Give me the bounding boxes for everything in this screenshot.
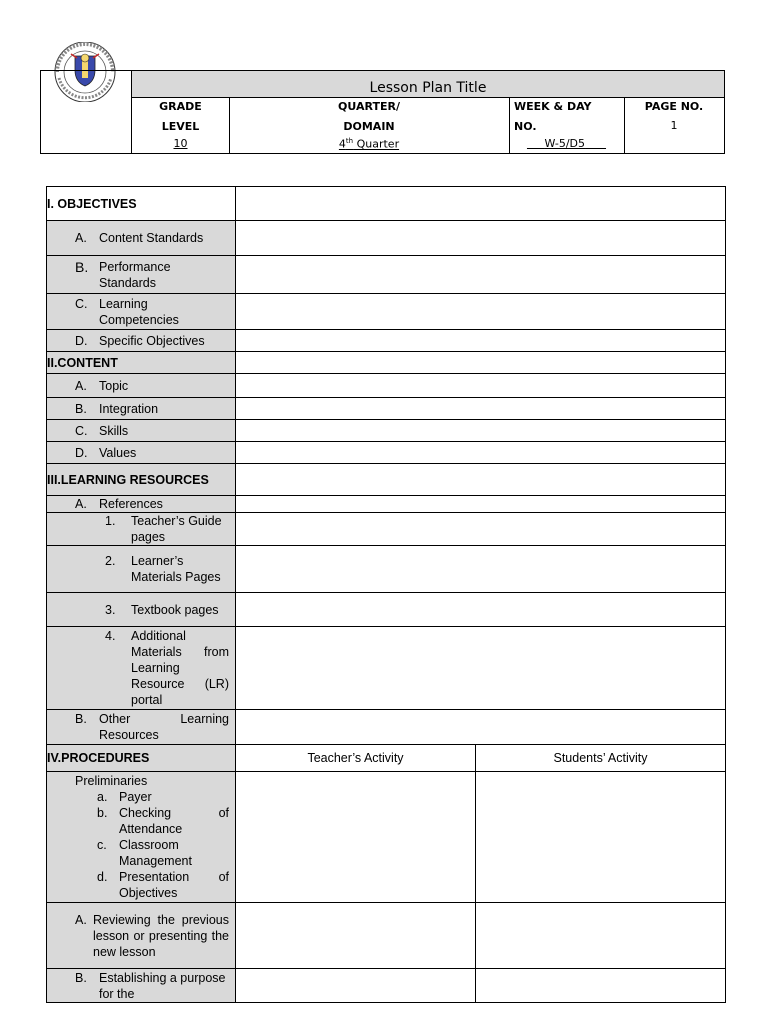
performance-standards-cell[interactable]	[236, 256, 726, 294]
marker: B.	[75, 712, 87, 726]
learning-competencies-row	[47, 294, 726, 330]
establishing-purpose-label: B. Establishing a purpose for the	[47, 969, 236, 1003]
quarter-value	[229, 137, 509, 151]
marker: D.	[75, 445, 88, 460]
lesson-plan-table	[46, 186, 726, 1003]
grade-label-line2: LEVEL	[161, 120, 200, 133]
quarter-label-line1: QUARTER/	[338, 100, 400, 113]
week-label-line1: WEEK & DAY	[514, 100, 592, 113]
quarter-label-line2: DOMAIN	[343, 120, 395, 133]
logo-cell	[41, 71, 132, 153]
skills-row	[47, 420, 726, 442]
preliminaries-row	[47, 772, 726, 903]
reviewing-row	[47, 903, 726, 969]
grade-level-cell	[132, 98, 230, 153]
teacher-activity-header: Teacher’s Activity	[236, 745, 476, 772]
marker: C.	[75, 296, 88, 311]
integration-row	[47, 398, 726, 420]
marker: 1.	[105, 514, 116, 528]
learning-resources-row	[47, 464, 726, 496]
preliminaries-teacher-cell[interactable]	[236, 772, 476, 903]
establishing-purpose-students-cell[interactable]	[476, 969, 726, 1003]
topic-row	[47, 374, 726, 398]
marker: A.	[75, 231, 87, 245]
values-cell[interactable]	[236, 442, 726, 464]
quarter-suffix: th	[345, 137, 354, 145]
references-label: A. References	[47, 496, 236, 513]
week-label-line2: NO.	[514, 120, 537, 133]
values-row	[47, 442, 726, 464]
quarter-domain-cell	[229, 98, 510, 153]
marker: 4.	[105, 629, 116, 643]
marker: A.	[75, 378, 87, 393]
lesson-plan-header	[40, 70, 725, 154]
content-standards-cell[interactable]	[236, 221, 726, 256]
performance-standards-label: B. Performance Standards	[47, 256, 236, 294]
prelim-item: d. Presentation of Objectives	[97, 870, 229, 900]
students-activity-header: Students’ Activity	[476, 745, 726, 772]
reviewing-teacher-cell[interactable]	[236, 903, 476, 969]
integration-label: B. Integration	[47, 398, 236, 420]
marker: A.	[75, 497, 87, 511]
prelim-item: c. Classroom Management	[97, 838, 192, 868]
additional-materials-cell[interactable]	[236, 627, 726, 710]
objectives-heading: I. OBJECTIVES	[47, 187, 236, 221]
learning-resources-heading: III.LEARNING RESOURCES	[47, 464, 236, 496]
learners-materials-row	[47, 546, 726, 593]
other-resources-label: B. Other Learning Resources	[47, 710, 236, 745]
quarter-word: Quarter	[353, 137, 400, 151]
learning-resources-cell[interactable]	[236, 464, 726, 496]
content-heading: II.CONTENT	[47, 352, 236, 374]
skills-cell[interactable]	[236, 420, 726, 442]
performance-standards-row	[47, 256, 726, 294]
textbook-pages-cell[interactable]	[236, 593, 726, 627]
additional-materials-row	[47, 627, 726, 710]
preliminaries-students-cell[interactable]	[476, 772, 726, 903]
marker: C.	[75, 423, 88, 438]
teachers-guide-label: 1. Teacher’s Guide pages	[47, 513, 236, 546]
learning-competencies-label: C. Learning Competencies	[47, 294, 236, 330]
skills-label: C. Skills	[47, 420, 236, 442]
content-value-cell[interactable]	[236, 352, 726, 374]
teachers-guide-row	[47, 513, 726, 546]
learners-materials-label: 2. Learner’s Materials Pages	[47, 546, 236, 593]
marker: B.	[75, 970, 87, 985]
values-label: D. Values	[47, 442, 236, 464]
textbook-pages-row	[47, 593, 726, 627]
marker: 3.	[105, 602, 116, 617]
content-standards-row	[47, 221, 726, 256]
establishing-purpose-row	[47, 969, 726, 1003]
quarter-number: 4	[338, 137, 346, 151]
specific-objectives-cell[interactable]	[236, 330, 726, 352]
grade-label-line1: GRADE	[159, 100, 202, 113]
marker: A.	[75, 912, 87, 927]
page-value: 1	[670, 119, 678, 132]
content-standards-label: A. Content Standards	[47, 221, 236, 256]
other-resources-cell[interactable]	[236, 710, 726, 745]
additional-materials-label: 4. Additional Materials from Learning Resource (LR) portal	[47, 627, 236, 710]
page-no-cell	[624, 98, 724, 153]
marker: B.	[75, 258, 89, 275]
establishing-purpose-teacher-cell[interactable]	[236, 969, 476, 1003]
topic-label: A. Topic	[47, 374, 236, 398]
textbook-pages-label: 3. Textbook pages	[47, 593, 236, 627]
preliminaries-title: Preliminaries	[75, 774, 148, 788]
lesson-plan-title: Lesson Plan Title	[132, 71, 724, 98]
learning-competencies-cell[interactable]	[236, 294, 726, 330]
references-cell[interactable]	[236, 496, 726, 513]
topic-cell[interactable]	[236, 374, 726, 398]
specific-objectives-row	[47, 330, 726, 352]
preliminaries-label	[47, 772, 236, 903]
week-value: W-5/D5	[544, 137, 586, 150]
content-row	[47, 352, 726, 374]
objectives-row	[47, 187, 726, 221]
week-value-wrap	[509, 137, 624, 150]
marker: D.	[75, 333, 88, 348]
page-label: PAGE NO.	[644, 100, 704, 113]
objectives-value-cell[interactable]	[236, 187, 726, 221]
specific-objectives-label: D. Specific Objectives	[47, 330, 236, 352]
reviewing-students-cell[interactable]	[476, 903, 726, 969]
marker: 2.	[105, 554, 116, 568]
prelim-item: b. Checking of Attendance	[97, 806, 229, 836]
other-resources-row	[47, 710, 726, 745]
procedures-heading: IV.PROCEDURES	[47, 745, 236, 772]
week-day-cell	[509, 98, 625, 153]
marker: B.	[75, 401, 87, 416]
grade-value: 10	[173, 137, 188, 150]
references-row	[47, 496, 726, 513]
learners-materials-cell[interactable]	[236, 546, 726, 593]
teachers-guide-cell[interactable]	[236, 513, 726, 546]
procedures-row	[47, 745, 726, 772]
integration-cell[interactable]	[236, 398, 726, 420]
reviewing-label: A. Reviewing the previous lesson or presenting the new lesson	[47, 903, 236, 969]
prelim-item: a. Payer	[97, 790, 152, 804]
